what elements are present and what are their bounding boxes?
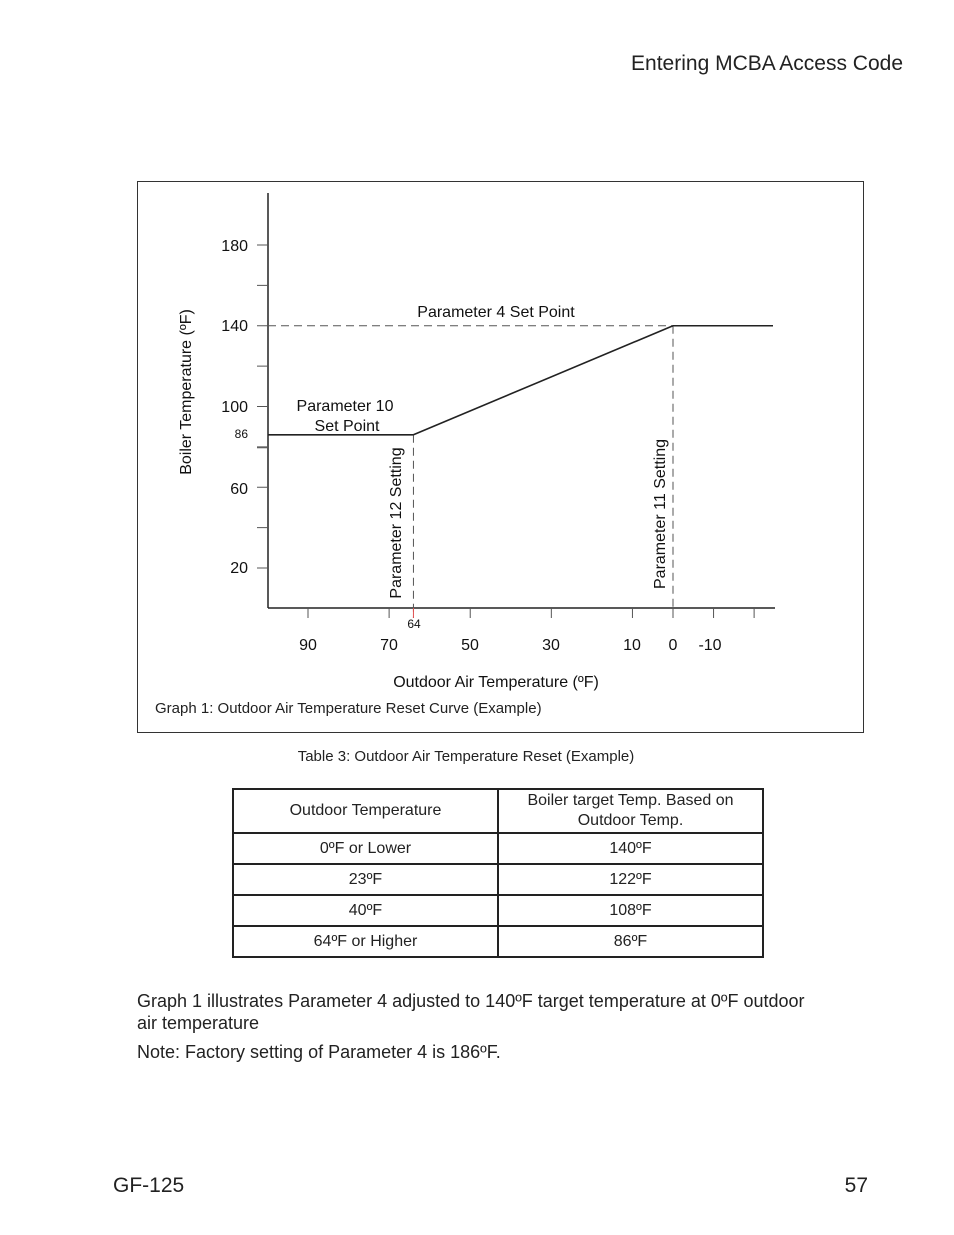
- table-header-row: [233, 789, 763, 833]
- x-tick-label-64: 64: [407, 617, 421, 631]
- param10-label-line1: Parameter 10: [296, 398, 394, 415]
- x-tick-label: 30: [542, 637, 560, 654]
- y-tick-label-86: 86: [234, 427, 248, 441]
- body-text: [137, 990, 817, 1070]
- y-tick-label: 60: [230, 481, 248, 498]
- param10-label-line2: Set Point: [314, 418, 380, 435]
- table-header-cell: Boiler target Temp. Based on Outdoor Temp.: [498, 789, 763, 833]
- param12-label: Parameter 12 Setting: [388, 447, 405, 599]
- x-tick-label: 70: [380, 637, 398, 654]
- table-row: [233, 926, 763, 957]
- factory-setting-note: Note: Factory setting of Parameter 4 is 186ºF.: [137, 1042, 501, 1062]
- x-tick-label: 50: [461, 637, 479, 654]
- table-cell: 40ºF: [233, 895, 498, 926]
- x-axis-label: Outdoor Air Temperature (ºF): [393, 674, 599, 691]
- footer-doc-id: GF-125: [113, 1174, 185, 1197]
- y-axis-label: Boiler Temperature (ºF): [178, 309, 195, 475]
- graph-figure: [137, 181, 864, 733]
- table-header-cell: Outdoor Temperature: [233, 789, 498, 833]
- table-cell: 140ºF: [498, 833, 763, 864]
- x-tick-label: 90: [299, 637, 317, 654]
- param4-label: Parameter 4 Set Point: [417, 304, 575, 321]
- table-cell: 23ºF: [233, 864, 498, 895]
- table-cell: 122ºF: [498, 864, 763, 895]
- table-row: [233, 864, 763, 895]
- curve-reset-slope: [413, 326, 673, 435]
- x-tick-label: -10: [698, 637, 722, 654]
- table-cell: 108ºF: [498, 895, 763, 926]
- y-tick-label: 140: [221, 318, 248, 335]
- table-caption: Table 3: Outdoor Air Temperature Reset (Example): [297, 748, 635, 765]
- reset-curve-chart: [138, 182, 865, 734]
- table-row: [233, 895, 763, 926]
- x-tick-label: 0: [668, 637, 678, 654]
- reset-table: [232, 788, 764, 958]
- table-cell: 64ºF or Higher: [233, 926, 498, 957]
- body-paragraph: Graph 1 illustrates Parameter 4 adjusted to 140ºF target temperature at 0ºF outdoor air temperature: [137, 991, 805, 1033]
- x-tick-label: 10: [623, 637, 641, 654]
- footer-page-number: 57: [844, 1174, 868, 1197]
- table-row: [233, 833, 763, 864]
- graph-caption: Graph 1: Outdoor Air Temperature Reset Curve (Example): [155, 700, 542, 717]
- y-tick-label: 180: [221, 238, 248, 255]
- param11-label: Parameter 11 Setting: [652, 438, 669, 590]
- table-cell: 0ºF or Lower: [233, 833, 498, 864]
- y-tick-label: 100: [221, 399, 248, 416]
- page-header-title: Entering MCBA Access Code: [631, 52, 903, 75]
- reference-lines: [268, 326, 673, 618]
- table-cell: 86ºF: [498, 926, 763, 957]
- y-tick-label: 20: [230, 560, 248, 577]
